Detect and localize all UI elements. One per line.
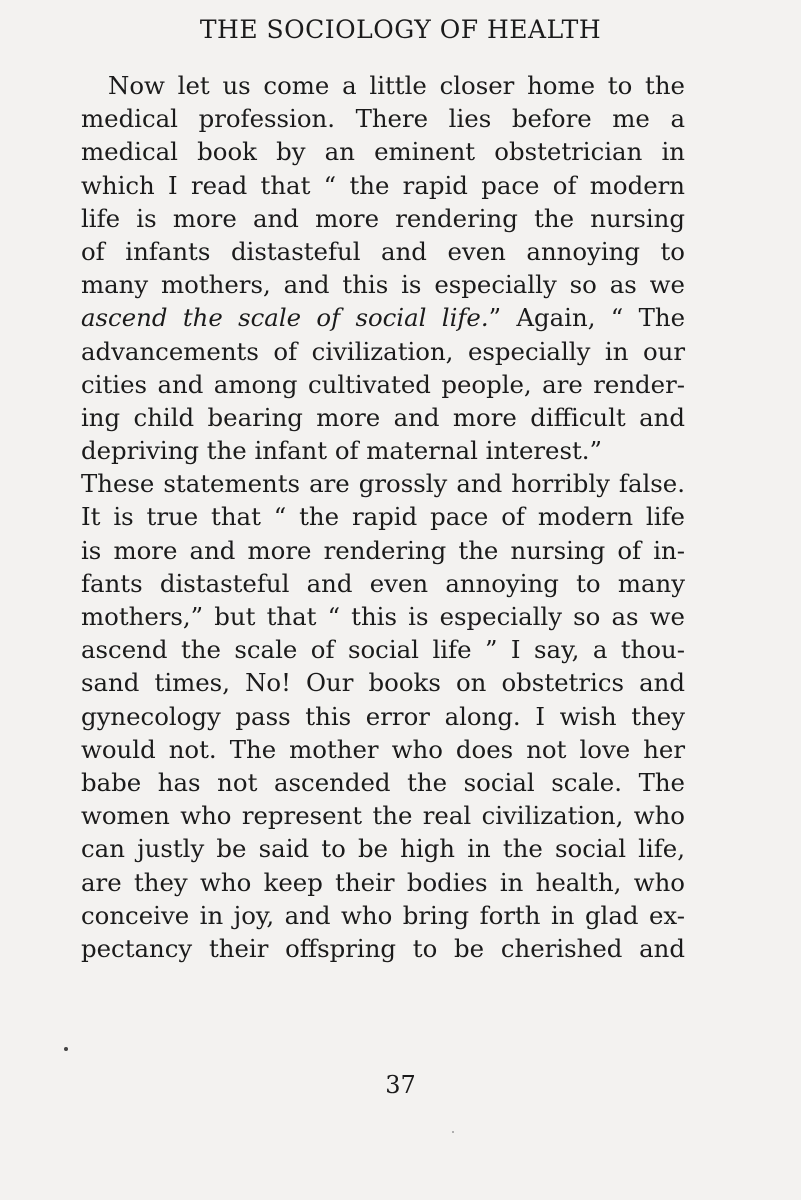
text-line: which I read that “ the rapid pace of modern	[81, 170, 685, 200]
text-line: medical book by an eminent obstetrician in	[81, 137, 685, 167]
text-line: would not. The mother who does not love her	[81, 734, 685, 764]
text-line: life is more and more rendering the nursing	[81, 203, 685, 233]
scan-speck	[452, 1131, 454, 1133]
text-line: These statements are grossly and horribly false.	[81, 469, 685, 499]
text-line-tail: ” Again, “ The	[488, 303, 686, 333]
text-line: advancements of civilization, especially in our	[81, 336, 685, 366]
text-line: ascend the scale of social life ” I say, a thou-	[81, 635, 685, 665]
text-line: fants distasteful and even annoying to many	[81, 568, 685, 598]
text-line: of infants distasteful and even annoying to	[81, 236, 685, 266]
body-paragraph	[81, 69, 685, 965]
text-line: ing child bearing more and more difficult and	[81, 402, 685, 432]
running-head: THE SOCIOLOGY OF HEALTH	[199, 15, 602, 44]
text-line: pectancy their offspring to be cherished and	[81, 933, 685, 963]
text-line: cities and among cultivated people, are render-	[81, 369, 685, 399]
page-number: 37	[385, 1071, 416, 1099]
text-line: many mothers, and this is especially so as we	[81, 270, 685, 300]
text-line: depriving the infant of maternal interest.”	[81, 436, 603, 466]
text-line: sand times, No! Our books on obstetrics and	[81, 668, 685, 698]
text-line: It is true that “ the rapid pace of modern life	[81, 502, 685, 532]
text-line: babe has not ascended the social scale. The	[81, 767, 685, 797]
text-line: are they who keep their bodies in health, who	[81, 867, 685, 897]
text-line: conceive in joy, and who bring forth in glad ex-	[81, 900, 685, 930]
margin-mark	[64, 1047, 68, 1051]
text-line: women who represent the real civilization, who	[81, 801, 685, 831]
text-line: can justly be said to be high in the social life,	[81, 834, 685, 864]
italic-phrase: ascend the scale of social life.	[81, 303, 489, 333]
text-line: is more and more rendering the nursing of in-	[81, 535, 685, 565]
text-line	[81, 301, 685, 334]
text-line: medical profession. There lies before me a	[81, 104, 685, 134]
text-line: gynecology pass this error along. I wish they	[81, 701, 685, 731]
text-line: mothers,” but that “ this is especially so as we	[81, 602, 685, 631]
text-line: Now let us come a little closer home to the	[108, 71, 685, 100]
